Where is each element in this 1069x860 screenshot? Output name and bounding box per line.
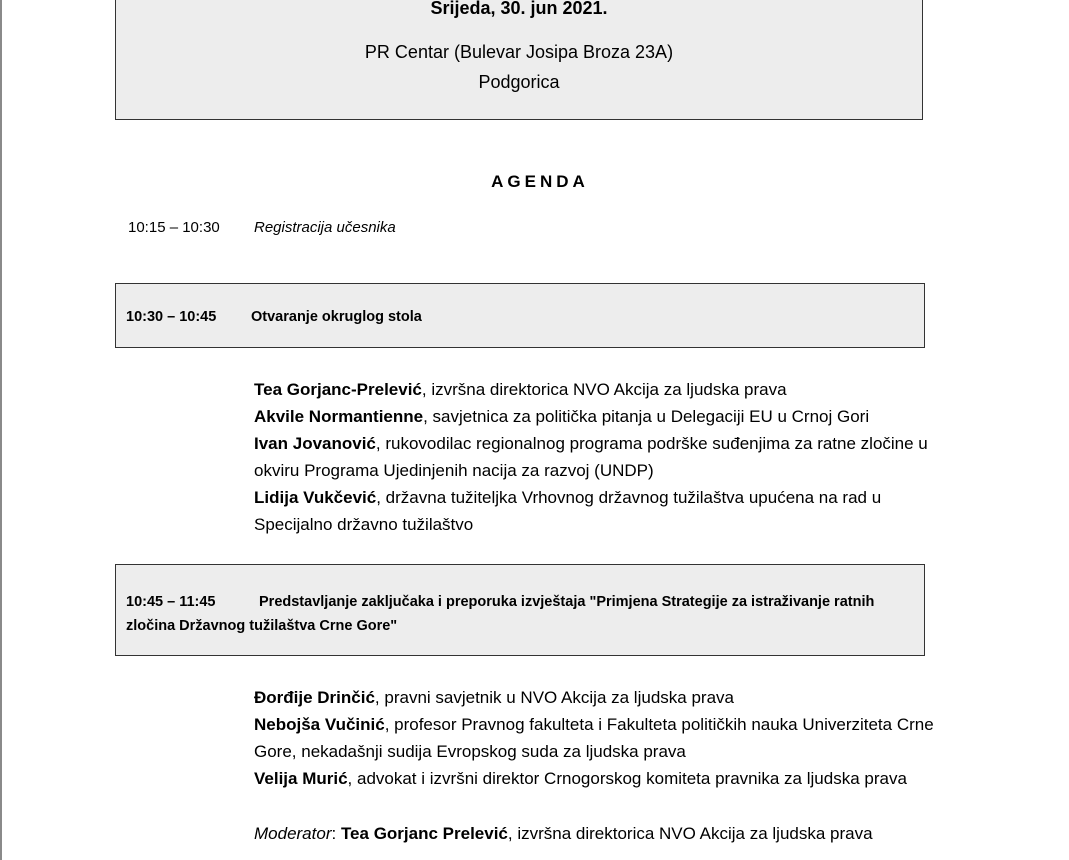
speaker-entry (254, 430, 954, 484)
moderator-line (254, 820, 873, 847)
moderator-role: , izvršna direktorica NVO Akcija za ljudska prava (507, 824, 873, 843)
moderator-name: Tea Gorjanc Prelević (340, 824, 508, 843)
agenda-item-registration (128, 218, 396, 238)
speaker-role: , izvršna direktorica NVO Akcija za ljudska prava (421, 380, 787, 399)
speaker-entry (254, 376, 954, 403)
speaker-role: , advokat i izvršni direktor Crnogorskog komiteta pravnika za ljudska prava (347, 769, 907, 788)
event-city: Podgorica (478, 72, 560, 92)
agenda-title: AGENDA (491, 172, 589, 191)
agenda-item-title: Otvaranje okruglog stola (251, 309, 422, 325)
agenda-item-time: 10:45 – 11:45 (126, 594, 216, 610)
speaker-entry (254, 711, 954, 765)
speaker-role: , rukovodilac regionalnog programa podrške suđenjima za ratne zločine u okviru Programa Ujedinjenih nacija za razvoj (UNDP) (254, 434, 928, 480)
speaker-entry (254, 684, 954, 711)
moderator-label: Moderator (254, 824, 332, 843)
speaker-role: , državna tužiteljka Vrhovnog državnog tužilaštva upućena na rad u Specijalno državno tužilaštvo (254, 488, 882, 534)
event-header-box (115, 0, 923, 120)
moderator-separator: : (331, 824, 341, 843)
agenda-item-report (115, 564, 925, 656)
speaker-role: , savjetnica za politička pitanja u Delegaciji EU u Crnoj Gori (423, 407, 870, 426)
opening-speakers-list (254, 376, 954, 538)
speaker-name: Akvile Normantienne (254, 407, 424, 426)
speaker-name: Lidija Vukčević (254, 488, 377, 507)
speaker-name: Ivan Jovanović (254, 434, 376, 453)
page-left-border (0, 0, 2, 860)
speaker-role: , pravni savjetnik u NVO Akcija za ljudska prava (374, 688, 734, 707)
speaker-role: , profesor Pravnog fakulteta i Fakulteta političkih nauka Univerziteta Crne Gore, nekadašnji sudija Evropskog suda za ljudska prava (254, 715, 934, 761)
agenda-item-opening (115, 283, 925, 348)
event-venue: PR Centar (Bulevar Josipa Broza 23A) (364, 42, 674, 62)
event-date: Srijeda, 30. jun 2021. (430, 0, 608, 18)
report-speakers-list (254, 684, 954, 792)
speaker-name: Tea Gorjanc-Prelević (254, 380, 422, 399)
agenda-item-title: Registracija učesnika (254, 219, 396, 236)
speaker-name: Velija Murić (254, 769, 348, 788)
speaker-entry (254, 403, 954, 430)
agenda-item-time: 10:30 – 10:45 (126, 309, 217, 325)
speaker-entry (254, 765, 954, 792)
speaker-entry (254, 484, 954, 538)
speaker-name: Nebojša Vučinić (254, 715, 385, 734)
speaker-name: Đorđije Drinčić (254, 688, 375, 707)
agenda-item-time: 10:15 – 10:30 (128, 219, 220, 236)
agenda-item-title: Predstavljanje zaključaka i preporuka izvještaja "Primjena Strategije za istraživanje ratnih zločina Državnog tužilaštva Crne Gore" (126, 594, 875, 634)
